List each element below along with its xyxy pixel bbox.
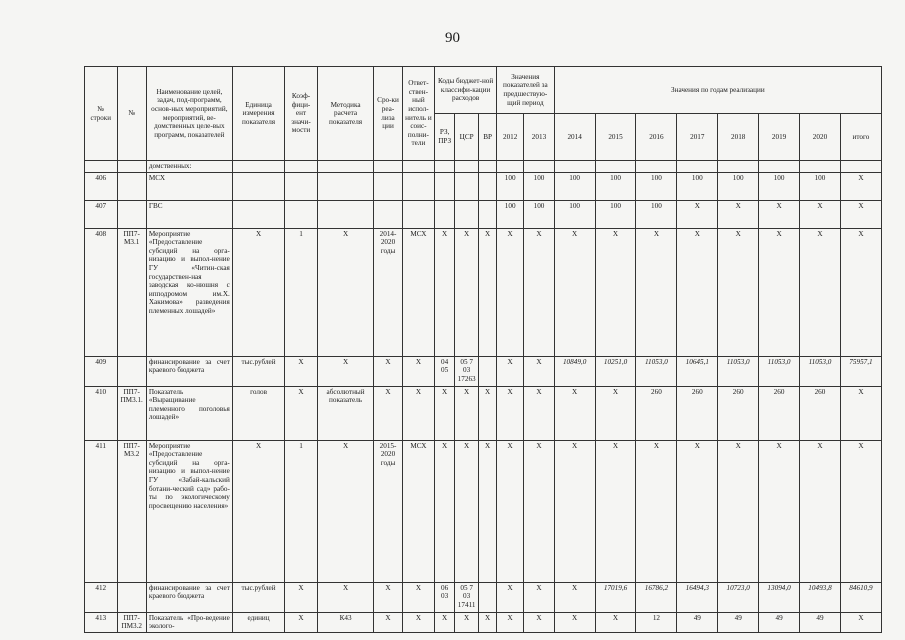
header-name: Наименование целей, задач, под-программ, основ-ных мероприятий, мероприятий, ве-домственных целе-вых программ, показателей <box>146 67 232 161</box>
value-cell: Х <box>800 200 841 228</box>
name-cell: Показатель «Про-ведение эколого- <box>146 612 232 632</box>
csr-cell <box>455 200 479 228</box>
value-cell: Х <box>554 386 595 440</box>
table-row <box>85 356 882 386</box>
row-number-cell: 409 <box>85 356 118 386</box>
executor-cell <box>402 200 435 228</box>
value-cell: Х <box>718 228 759 356</box>
executor-cell: Х <box>402 386 435 440</box>
value-cell: 100 <box>554 172 595 200</box>
value-cell: Х <box>840 612 881 632</box>
rz-cell: Х <box>435 228 455 356</box>
rz-cell: Х <box>435 386 455 440</box>
method-cell: К43 <box>317 612 374 632</box>
unit-cell: единиц <box>232 612 284 632</box>
row-number-cell <box>85 161 118 173</box>
row-number-cell: 413 <box>85 612 118 632</box>
page-number: 90 <box>445 30 460 46</box>
coef-cell: Х <box>285 386 318 440</box>
header-no: № <box>117 67 146 161</box>
row-number-cell: 412 <box>85 582 118 612</box>
name-cell: ГВС <box>146 200 232 228</box>
value-cell: Х <box>677 440 718 582</box>
method-cell: Х <box>317 582 374 612</box>
header-row-no: № строки <box>85 67 118 161</box>
value-cell: Х <box>840 228 881 356</box>
table-row <box>85 200 882 228</box>
value-cell: 100 <box>524 172 554 200</box>
value-cell: Х <box>554 228 595 356</box>
row-number-cell: 410 <box>85 386 118 440</box>
coef-cell: Х <box>285 612 318 632</box>
header-unit: Единица измерения показателя <box>232 67 284 161</box>
term-cell: Х <box>374 612 402 632</box>
value-cell: 260 <box>636 386 677 440</box>
executor-cell: Х <box>402 356 435 386</box>
header-2017: 2017 <box>677 114 718 161</box>
csr-cell: Х <box>455 228 479 356</box>
header-2019: 2019 <box>759 114 800 161</box>
header-rz: РЗ, ПРЗ <box>435 114 455 161</box>
value-cell: 49 <box>800 612 841 632</box>
rz-cell: 04 05 <box>435 356 455 386</box>
header-coef: Коэф-фици-ент значи-мости <box>285 67 318 161</box>
table-row <box>85 612 882 632</box>
term-cell: Х <box>374 582 402 612</box>
value-cell: 12 <box>636 612 677 632</box>
value-cell: 10849,0 <box>554 356 595 386</box>
rz-cell: 06 03 <box>435 582 455 612</box>
header-executor: Ответ-ствен-ный испол-нитель и соис-полни-тели <box>402 67 435 161</box>
method-cell: Х <box>317 440 374 582</box>
value-cell: 10723,0 <box>718 582 759 612</box>
header-years-values: Значения по годам реализации <box>554 67 881 114</box>
value-cell: 100 <box>677 172 718 200</box>
value-cell <box>554 161 595 173</box>
unit-cell: голов <box>232 386 284 440</box>
value-cell: Х <box>497 582 524 612</box>
header-2012: 2012 <box>497 114 524 161</box>
value-cell: 49 <box>677 612 718 632</box>
value-cell: 100 <box>524 200 554 228</box>
coef-cell: 1 <box>285 228 318 356</box>
value-cell: 260 <box>800 386 841 440</box>
value-cell: 10645,1 <box>677 356 718 386</box>
value-cell: Х <box>497 612 524 632</box>
value-cell <box>524 161 554 173</box>
header-2016: 2016 <box>636 114 677 161</box>
name-cell: Показатель «Выращивание племенного поголовья лошадей» <box>146 386 232 440</box>
executor-cell <box>402 161 435 173</box>
rz-cell: Х <box>435 612 455 632</box>
method-cell <box>317 200 374 228</box>
vr-cell <box>479 172 497 200</box>
value-cell: Х <box>524 582 554 612</box>
value-cell: 49 <box>759 612 800 632</box>
unit-cell <box>232 172 284 200</box>
code-cell <box>117 582 146 612</box>
unit-cell <box>232 161 284 173</box>
coef-cell: Х <box>285 582 318 612</box>
value-cell: 16786,2 <box>636 582 677 612</box>
table-row <box>85 161 882 173</box>
header-2013: 2013 <box>524 114 554 161</box>
value-cell: 11053,0 <box>800 356 841 386</box>
value-cell: Х <box>595 386 636 440</box>
value-cell: 11053,0 <box>718 356 759 386</box>
executor-cell <box>402 172 435 200</box>
vr-cell <box>479 161 497 173</box>
unit-cell: тыс.рублей <box>232 582 284 612</box>
vr-cell <box>479 356 497 386</box>
indicators-table <box>84 66 882 633</box>
value-cell <box>718 161 759 173</box>
vr-cell: Х <box>479 612 497 632</box>
value-cell: Х <box>636 440 677 582</box>
value-cell: Х <box>497 228 524 356</box>
value-cell: Х <box>595 612 636 632</box>
table-row <box>85 582 882 612</box>
executor-cell: Х <box>402 612 435 632</box>
unit-cell: Х <box>232 228 284 356</box>
value-cell: 11053,0 <box>636 356 677 386</box>
executor-cell: МСХ <box>402 440 435 582</box>
term-cell: 2014-2020 годы <box>374 228 402 356</box>
term-cell: Х <box>374 356 402 386</box>
value-cell: Х <box>759 440 800 582</box>
method-cell <box>317 161 374 173</box>
value-cell: Х <box>497 440 524 582</box>
value-cell: Х <box>595 440 636 582</box>
header-budget-codes: Коды бюджет-ной классифи-кации расходов <box>435 67 497 114</box>
term-cell <box>374 200 402 228</box>
row-number-cell: 407 <box>85 200 118 228</box>
value-cell <box>800 161 841 173</box>
row-number-cell: 406 <box>85 172 118 200</box>
value-cell: 100 <box>800 172 841 200</box>
header-vr: ВР <box>479 114 497 161</box>
vr-cell: Х <box>479 386 497 440</box>
value-cell: Х <box>759 228 800 356</box>
coef-cell: Х <box>285 356 318 386</box>
value-cell: Х <box>840 200 881 228</box>
code-cell: ПП7-М3.2 <box>117 440 146 582</box>
table-row <box>85 386 882 440</box>
csr-cell: Х <box>455 440 479 582</box>
value-cell <box>595 161 636 173</box>
code-cell: ПП7-М3.1 <box>117 228 146 356</box>
method-cell: абсолютный показатель <box>317 386 374 440</box>
csr-cell: 05 7 03 17263 <box>455 356 479 386</box>
value-cell: 49 <box>718 612 759 632</box>
rz-cell <box>435 161 455 173</box>
value-cell: Х <box>636 228 677 356</box>
term-cell <box>374 161 402 173</box>
value-cell: 10493,8 <box>800 582 841 612</box>
header-total: итого <box>840 114 881 161</box>
value-cell: Х <box>840 440 881 582</box>
value-cell: Х <box>554 612 595 632</box>
csr-cell: Х <box>455 612 479 632</box>
code-cell <box>117 356 146 386</box>
value-cell: Х <box>840 172 881 200</box>
code-cell: ПП7-ПМ3.2 <box>117 612 146 632</box>
code-cell <box>117 172 146 200</box>
value-cell <box>677 161 718 173</box>
value-cell: Х <box>524 386 554 440</box>
value-cell: Х <box>524 228 554 356</box>
code-cell: ПП7-ПМ3.1. <box>117 386 146 440</box>
value-cell: 100 <box>554 200 595 228</box>
value-cell: Х <box>677 228 718 356</box>
method-cell: Х <box>317 228 374 356</box>
vr-cell: Х <box>479 440 497 582</box>
value-cell: Х <box>677 200 718 228</box>
header-term: Сро-ки реа-лиза ции <box>374 67 402 161</box>
value-cell <box>840 161 881 173</box>
header-csr: ЦСР <box>455 114 479 161</box>
method-cell: Х <box>317 356 374 386</box>
rz-cell <box>435 200 455 228</box>
value-cell <box>759 161 800 173</box>
value-cell: 100 <box>718 172 759 200</box>
rz-cell: Х <box>435 440 455 582</box>
term-cell: 2015-2020 годы <box>374 440 402 582</box>
table-row <box>85 440 882 582</box>
value-cell: Х <box>800 440 841 582</box>
coef-cell: 1 <box>285 440 318 582</box>
value-cell: Х <box>497 356 524 386</box>
name-cell: финансирование за счет краевого бюджета <box>146 356 232 386</box>
value-cell <box>497 161 524 173</box>
value-cell: Х <box>800 228 841 356</box>
value-cell: Х <box>497 386 524 440</box>
csr-cell <box>455 161 479 173</box>
table-row <box>85 172 882 200</box>
value-cell: 10251,0 <box>595 356 636 386</box>
value-cell: Х <box>718 440 759 582</box>
value-cell: Х <box>595 228 636 356</box>
table-row <box>85 228 882 356</box>
value-cell: Х <box>718 200 759 228</box>
coef-cell <box>285 200 318 228</box>
header-prev-values: Значения показателей за предшествую-щий период <box>497 67 555 114</box>
executor-cell: Х <box>402 582 435 612</box>
code-cell <box>117 200 146 228</box>
executor-cell: МСХ <box>402 228 435 356</box>
value-cell: 100 <box>595 172 636 200</box>
name-cell: Мероприятие «Предоставление субсидий на орга-низацию и выпол-нение ГУ «Читин-ская государствен-ная заводская ко-нюшня с ипподромом им.Х. Хакимова» разведения племенных лошадей» <box>146 228 232 356</box>
value-cell: 17019,6 <box>595 582 636 612</box>
value-cell: Х <box>840 386 881 440</box>
csr-cell: 05 7 03 17411 <box>455 582 479 612</box>
value-cell: 100 <box>497 200 524 228</box>
value-cell: 100 <box>497 172 524 200</box>
value-cell: 75957,1 <box>840 356 881 386</box>
unit-cell: Х <box>232 440 284 582</box>
name-cell: МСХ <box>146 172 232 200</box>
name-cell: Мероприятие «Предоставление субсидий на орга-низацию и выпол-нение ГУ «Забай-кальский ботани-ческий сад» рабо-ты по экологическому просвещению населения» <box>146 440 232 582</box>
value-cell <box>636 161 677 173</box>
row-number-cell: 411 <box>85 440 118 582</box>
value-cell: Х <box>524 612 554 632</box>
rz-cell <box>435 172 455 200</box>
header-2015: 2015 <box>595 114 636 161</box>
coef-cell <box>285 161 318 173</box>
value-cell: 260 <box>677 386 718 440</box>
csr-cell: Х <box>455 386 479 440</box>
value-cell: 100 <box>595 200 636 228</box>
value-cell: 84610,9 <box>840 582 881 612</box>
name-cell: домственных: <box>146 161 232 173</box>
value-cell: 16494,3 <box>677 582 718 612</box>
value-cell: Х <box>554 582 595 612</box>
coef-cell <box>285 172 318 200</box>
value-cell: 13094,0 <box>759 582 800 612</box>
value-cell: Х <box>554 440 595 582</box>
value-cell: 100 <box>759 172 800 200</box>
value-cell: Х <box>759 200 800 228</box>
csr-cell <box>455 172 479 200</box>
code-cell <box>117 161 146 173</box>
value-cell: Х <box>524 356 554 386</box>
value-cell: Х <box>524 440 554 582</box>
row-number-cell: 408 <box>85 228 118 356</box>
method-cell <box>317 172 374 200</box>
value-cell: 260 <box>759 386 800 440</box>
name-cell: финансирование за счет краевого бюджета <box>146 582 232 612</box>
header-2018: 2018 <box>718 114 759 161</box>
term-cell: Х <box>374 386 402 440</box>
header-2014: 2014 <box>554 114 595 161</box>
unit-cell <box>232 200 284 228</box>
vr-cell: Х <box>479 228 497 356</box>
term-cell <box>374 172 402 200</box>
value-cell: 100 <box>636 172 677 200</box>
value-cell: 100 <box>636 200 677 228</box>
vr-cell <box>479 200 497 228</box>
header-method: Методика расчета показателя <box>317 67 374 161</box>
unit-cell: тыс.рублей <box>232 356 284 386</box>
value-cell: 11053,0 <box>759 356 800 386</box>
value-cell: 260 <box>718 386 759 440</box>
vr-cell <box>479 582 497 612</box>
header-2020: 2020 <box>800 114 841 161</box>
